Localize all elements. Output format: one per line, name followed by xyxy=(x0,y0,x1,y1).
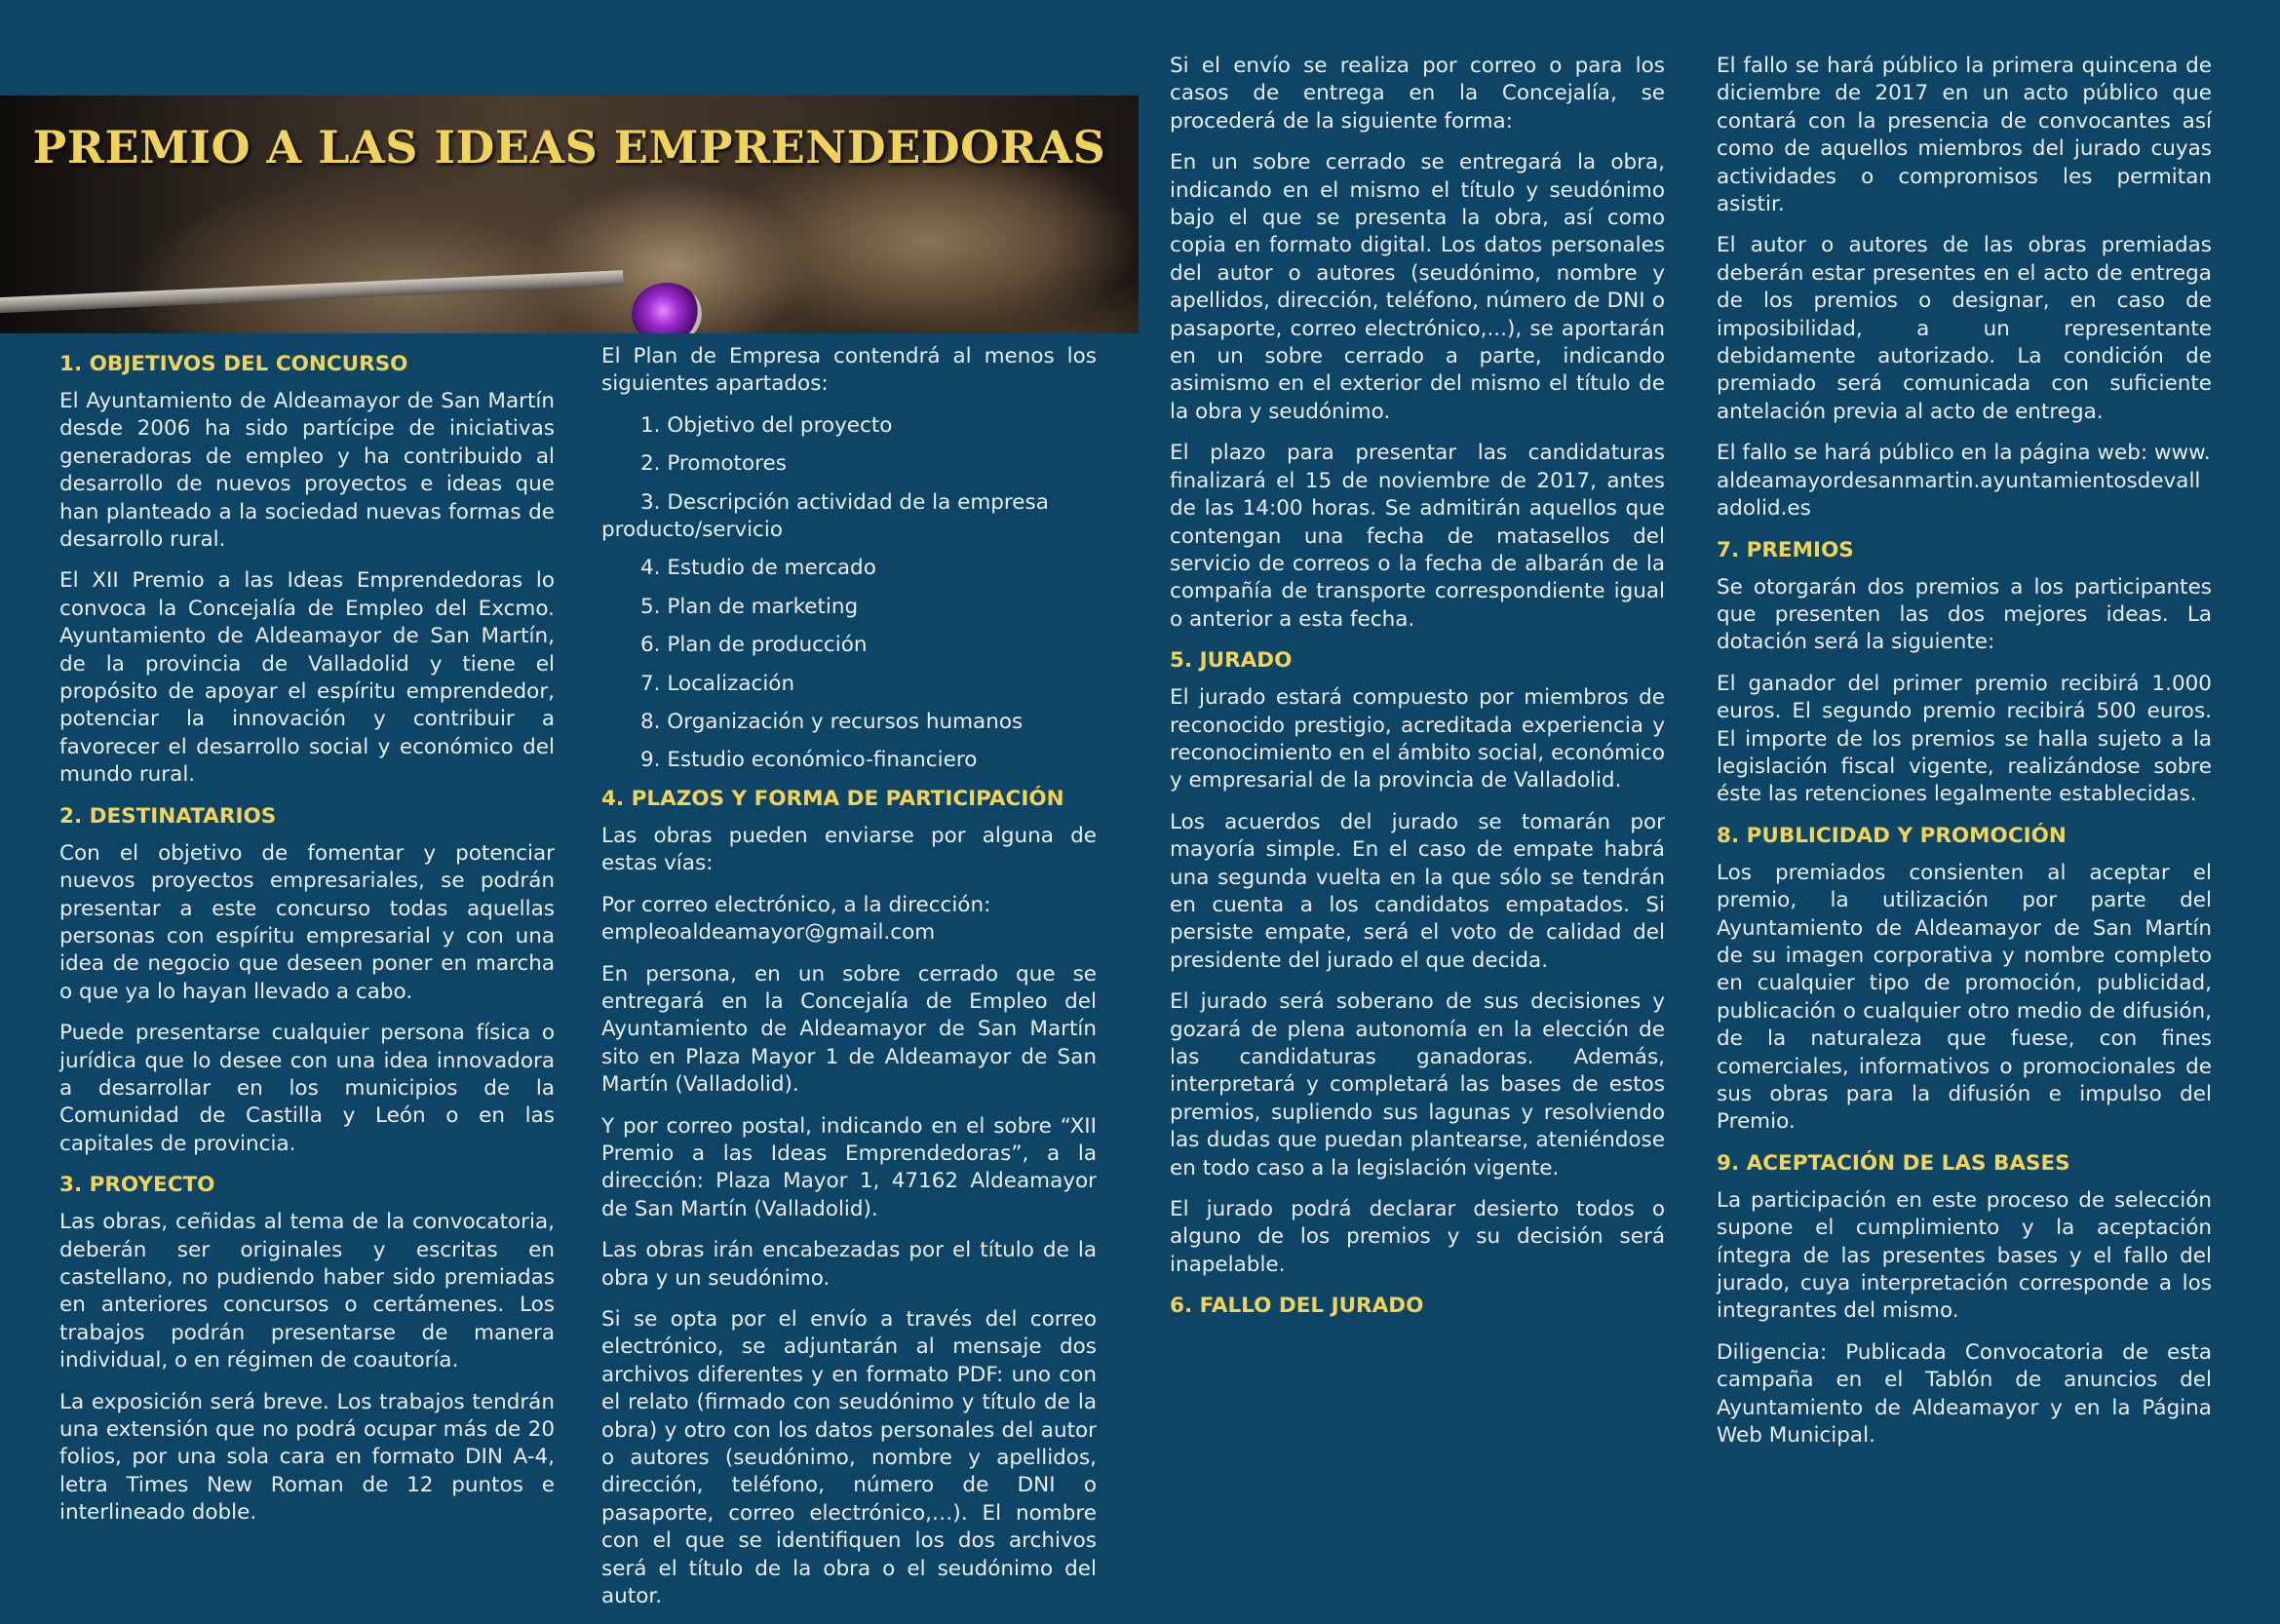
paragraph: La exposición será breve. Los trabajos tendrán una extensión que no podrá ocupar más de 20 folios, por una sola cara en formato DIN A-4, letra Times New Roman de 12 puntos e interlineado doble. xyxy=(59,1389,555,1526)
craft-tool-graphic xyxy=(0,270,624,314)
list-item: 2. Promotores xyxy=(640,451,787,477)
section-heading: 7. PREMIOS xyxy=(1717,537,1854,562)
paragraph: Si el envío se realiza por correo o para los casos de entrega en la Concejalía, se procederá de la siguiente forma: xyxy=(1170,54,1665,134)
paragraph: Y por correo postal, indicando en el sobre “XII Premio a las Ideas Emprendedoras”, a la dirección: Plaza Mayor 1, 47162 Aldeamayor de San Martín (Valladolid). xyxy=(601,1113,1097,1221)
paragraph: En persona, en un sobre cerrado que se entregará en la Concejalía de Empleo del Ayuntamiento de Aldeamayor de San Martín sito en Plaza Mayor 1 de Aldeamayor de San Martín (Valladolid). xyxy=(601,961,1097,1098)
paragraph: Las obras, ceñidas al tema de la convocatoria, deberán ser originales y escritas en castellano, no pudiendo haber sido premiadas en anteriores concursos o certámenes. Los trabajos podrán presentarse de manera individual, o en régimen de coautoría. xyxy=(59,1210,555,1373)
section-heading: 1. OBJETIVOS DEL CONCURSO xyxy=(59,352,408,376)
paragraph: El fallo se hará público la primera quincena de diciembre de 2017 en un acto público que contará con la presencia de convocantes así como de aquellos miembros del jurado cuyas actividades o compromisos les permitan asistir. xyxy=(1717,54,2212,217)
column-4 xyxy=(1717,53,2212,1463)
paragraph: Diligencia: Publicada Convocatoria de esta campaña en el Tablón de anuncios del Ayuntamiento de Aldeamayor y en la Página Web Municipal. xyxy=(1717,1339,2212,1449)
paragraph: La participación en este proceso de selección supone el cumplimiento y la aceptación íntegra de las presentes bases y el fallo del jurado, cuya interpretación corresponde a los integrantes del mismo. xyxy=(1717,1187,2212,1324)
paragraph: Las obras pueden enviarse por alguna de estas vías: xyxy=(601,823,1097,876)
section-heading: 8. PUBLICIDAD Y PROMOCIÓN xyxy=(1717,823,2067,848)
section-heading: 2. DESTINATARIOS xyxy=(59,803,277,829)
paragraph: El plazo para presentar las candidaturas finalizará el 15 de noviembre de 2017, antes de las 14:00 horas. Se admitirán aquellos que contengan una fecha de matasellos del servicio de correos o la fecha de albarán de la compañía de transporte correspondiente igual o anterior a esta fecha. xyxy=(1170,441,1665,632)
section-heading: 9. ACEPTACIÓN DE LAS BASES xyxy=(1717,1150,2070,1176)
list-item: 3. Descripción actividad de la empresa producto/servicio xyxy=(601,489,1049,543)
header-banner-image xyxy=(0,96,1139,333)
paragraph: El fallo se hará público en la página web: www.aldeamayordesanmartin.ayuntamientosdevalladolid.es xyxy=(1717,441,2211,522)
paragraph: Con el objetivo de fomentar y potenciar nuevos proyectos empresariales, se podrán presentar a este concurso todas aquellas personas con espíritu empresarial y con una idea de negocio que deseen poner en marcha o que ya lo hayan llevado a cabo. xyxy=(59,840,555,1004)
paragraph: Si se opta por el envío a través del correo electrónico, se adjuntarán al mensaje dos archivos diferentes y en formato PDF: uno con el relato (firmado con seudónimo y título de la obra) y otro con los datos personales del autor o autores (seudónimo, nombre y apellidos, dirección, teléfono, número de DNI o pasaporte, correo electrónico,…). El nombre con el que se identifiquen los dos archivos será el título de la obra o el seudónimo del autor. xyxy=(601,1306,1097,1609)
paragraph: El jurado será soberano de sus decisiones y gozará de plena autonomía en la elección de las candidaturas ganadoras. Además, interpretará y completará las bases de estos premios, supliendo sus lagunas y resolviendo las dudas que puedan plantearse, ateniéndose en todo caso a la legislación vigente. xyxy=(1170,989,1665,1180)
section-heading: 6. FALLO DEL JURADO xyxy=(1170,1294,1424,1319)
paragraph: Se otorgarán dos premios a los participantes que presenten las dos mejores ideas. La dotación será la siguiente: xyxy=(1717,574,2212,655)
list-item: 6. Plan de producción xyxy=(640,633,868,658)
paragraph: El ganador del primer premio recibirá 1.000 euros. El segundo premio recibirá 500 euros. El importe de los premios se halla sujeto a la legislación fiscal vigente, realizándose sobre éste las retenciones legalmente establecidas. xyxy=(1717,671,2212,807)
list-item: 4. Estudio de mercado xyxy=(640,556,876,581)
plan-section-list xyxy=(601,412,1097,775)
paragraph: El Ayuntamiento de Aldeamayor de San Martín desde 2006 ha sido partícipe de iniciativas generadoras de empleo y ha contribuido al desarrollo de nuevos proyectos e ideas que han planteado a la sociedad nuevas formas de desarrollo rural. xyxy=(59,389,555,553)
paragraph: El Plan de Empresa contendrá al menos los siguientes apartados: xyxy=(601,344,1097,397)
column-1 xyxy=(59,345,555,1541)
list-item: 1. Objetivo del proyecto xyxy=(640,412,893,438)
section-heading: 3. PROYECTO xyxy=(59,1173,215,1198)
paragraph: El XII Premio a las Ideas Emprendedoras lo convoca la Concejalía de Empleo del Excmo. Ayuntamiento de Aldeamayor de San Martín, de la provincia de Valladolid y tiene el propósito de apoyar el espíritu emprendedor, potenciar la innovación y contribuir a favorecer el desarrollo social y económico del mundo rural. xyxy=(59,568,555,788)
page-title: PREMIO A LAS IDEAS EMPRENDEDORAS xyxy=(32,121,1106,174)
paragraph: En un sobre cerrado se entregará la obra, indicando en el mismo el título y seudónimo bajo el que se presenta la obra, así como copia en formato digital. Los datos personales del autor o autores (seudónimo, nombre y apellidos, dirección, teléfono, número de DNI o pasaporte, correo electrónico,...), se aportarán en un sobre cerrado a parte, indicando asimismo en el exterior del mismo el título de la obra y seudónimo. xyxy=(1170,150,1665,424)
column-3 xyxy=(1170,53,1665,1334)
list-item: 5. Plan de marketing xyxy=(640,594,859,619)
paragraph: El jurado estará compuesto por miembros de reconocido prestigio, acreditada experiencia y reconocimiento en el ámbito social, económico y empresarial de la provincia de Valladolid. xyxy=(1170,685,1665,793)
column-2 xyxy=(601,343,1097,1624)
section-heading: 4. PLAZOS Y FORMA DE PARTICIPACIÓN xyxy=(601,786,1064,811)
paragraph: Por correo electrónico, a la dirección: empleoaldeamayor@gmail.com xyxy=(601,892,991,946)
paragraph: El jurado podrá declarar desierto todos o alguno de los premios y su decisión será inapelable. xyxy=(1170,1197,1665,1277)
amethyst-ring-graphic xyxy=(632,283,702,333)
list-item: 7. Localización xyxy=(640,671,795,696)
section-heading: 5. JURADO xyxy=(1170,648,1293,674)
list-item: 8. Organización y recursos humanos xyxy=(640,710,1024,735)
paragraph: Puede presentarse cualquier persona física o jurídica que lo desee con una idea innovadora a desarrollar en los municipios de la Comunidad de Castilla y León o en las capitales de provincia. xyxy=(59,1021,555,1156)
paragraph: El autor o autores de las obras premiadas deberán estar presentes en el acto de entrega de los premios o designar, en caso de imposibilidad, a un representante debidamente autorizado. La condición de premiado será comunicada con suficiente antelación previa al acto de entrega. xyxy=(1717,233,2212,424)
paragraph: Las obras irán encabezadas por el título de la obra y un seudónimo. xyxy=(601,1238,1097,1291)
paragraph: Los acuerdos del jurado se tomarán por mayoría simple. En el caso de empate habrá una segunda vuelta en la que sólo se tendrán en cuenta a los candidatos empatados. Si persiste empate, será el voto de calidad del presidente del jurado el que decida. xyxy=(1170,809,1665,973)
paragraph: Los premiados consienten al aceptar el premio, la utilización por parte del Ayuntamiento de Aldeamayor de San Martín de su imagen corporativa y nombre completo en cualquier tipo de promoción, publicidad, publicación o cualquier otro medio de difusión, de la naturaleza que fuese, con fines comerciales, informativos o promocionales de sus obras para la difusión e impulso del Premio. xyxy=(1717,860,2212,1135)
list-item: 9. Estudio económico-financiero xyxy=(640,748,978,773)
